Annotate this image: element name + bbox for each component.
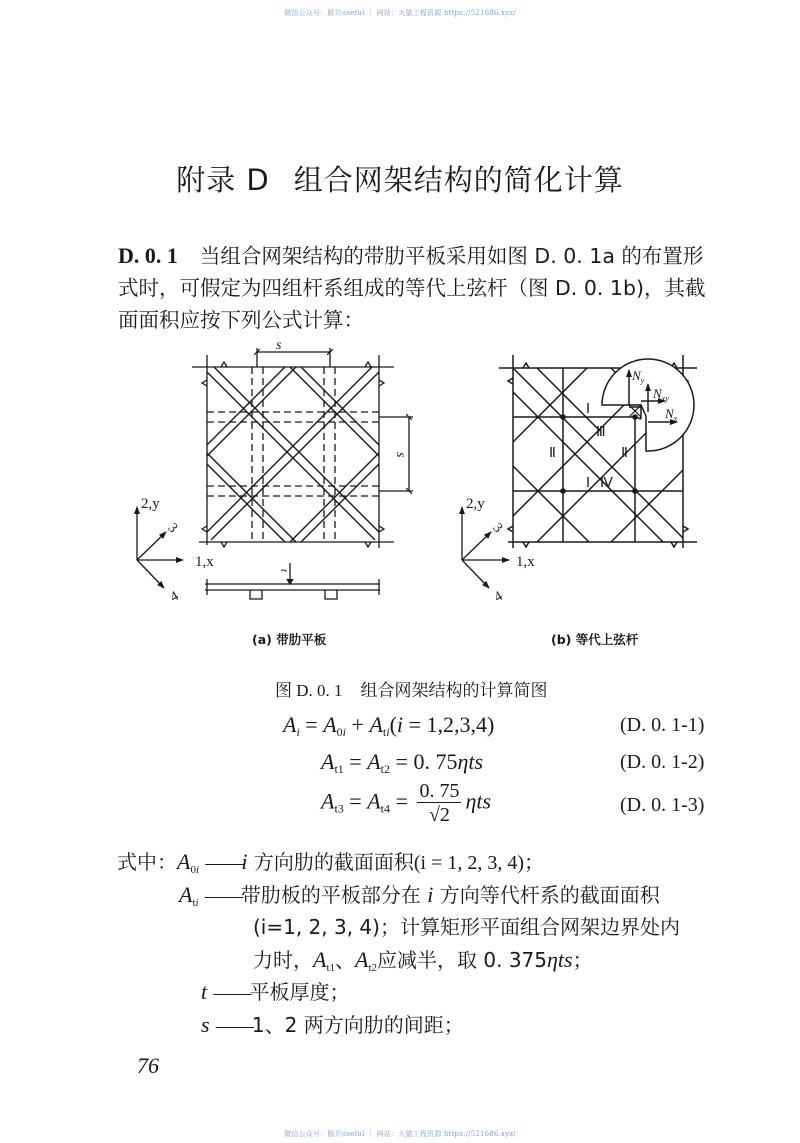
fraction-numerator: 0. 75 xyxy=(419,780,460,802)
axis-b-x: 1,x xyxy=(516,554,535,570)
region-III: Ⅲ xyxy=(596,425,606,440)
axis-a-x: 1,x xyxy=(195,554,214,570)
appendix-title: 组合网架结构的简化计算 xyxy=(293,163,624,197)
watermark-top: 微信公众号：豚贝useful ｜ 网站：大猫工程资源 https://521686.xyz/ xyxy=(284,9,516,17)
fraction-denominator: √2 xyxy=(428,804,450,826)
variable-definitions xyxy=(117,846,680,1041)
definition-t: t ——平板厚度； xyxy=(201,979,350,1004)
axes-b xyxy=(462,507,509,588)
axis-b-3: 3 xyxy=(489,520,506,537)
equation-2-number: (D. 0. 1-2) xyxy=(620,751,705,773)
axis-b-y: 2,y xyxy=(466,496,485,512)
figure-a-label: (a) 带肋平板 xyxy=(252,632,327,647)
clause-line-3: 面面积应按下列公式计算： xyxy=(118,308,364,332)
definitions-lead: 式中： xyxy=(117,850,177,874)
region-I-top: Ⅰ xyxy=(586,402,591,417)
appendix-label: 附录 D xyxy=(176,163,270,197)
equation-3: $A_{t3} = A_{t4}$ = $\frac{0. 75}{√2}$ ηts xyxy=(321,780,492,826)
axes-a xyxy=(137,507,183,588)
figure-caption-text: 组合网架结构的计算简图 xyxy=(360,681,548,701)
equation-2-coef: 0. 75 xyxy=(413,749,458,774)
region-I-bottom: Ⅰ xyxy=(586,476,591,491)
axis-a-3: 3 xyxy=(164,520,181,537)
region-IV: Ⅳ xyxy=(600,476,613,491)
clause-number: D. 0. 1 xyxy=(118,243,178,268)
page-number: 76 xyxy=(137,1053,159,1078)
definition-a0i: 式中：$A_{0i}$ ——i 方向肋的截面面积(i = 1, 2, 3, 4)； xyxy=(117,849,545,876)
force-nx: $N_x$ xyxy=(665,406,678,423)
definition-ati-line3: 力时，$A_{t1}$、$A_{t2}$应减半，取 0. 375ηts； xyxy=(253,946,593,974)
axis-b-4: 4 xyxy=(491,588,506,606)
definition-s: s ——1、2 两方向肋的间距； xyxy=(201,1011,464,1037)
definition-ati-line2: (i=1, 2, 3, 4)；计算矩形平面组合网架边界处内 xyxy=(253,915,680,939)
dim-s-top: s xyxy=(276,338,282,353)
axis-a-y: 2,y xyxy=(141,496,160,512)
figure-b-label: (b) 等代上弦杆 xyxy=(551,632,639,647)
force-ny: $N_y$ xyxy=(632,368,645,385)
dim-t: t xyxy=(278,569,290,573)
axis-a-4: 4 xyxy=(167,588,182,606)
force-nxy: $N_{xy}$ xyxy=(653,386,669,403)
clause-line-2: 式时，可假定为四组杆系组成的等代上弦杆（图 D. 0. 1b)，其截 xyxy=(118,276,706,300)
diagram-ribbed-plate xyxy=(192,348,413,599)
clause-line-1: 当组合网架结构的带肋平板采用如图 D. 0. 1a 的布置形 xyxy=(199,244,704,268)
figure-caption-number: 图 D. 0. 1 xyxy=(275,681,343,700)
watermark-bottom: 微信公众号：豚贝useful ｜ 网站：大猫工程资源 https://521686.xyz/ xyxy=(284,1130,516,1138)
force-inset xyxy=(602,359,694,451)
equation-3-number: (D. 0. 1-3) xyxy=(620,794,705,816)
equation-3-fraction xyxy=(417,780,461,827)
region-II-right: Ⅱ xyxy=(621,446,628,461)
equation-1: $A_i = A_{0i} + A_{ti}(i = 1,2,3,4)$ xyxy=(283,712,495,739)
region-II-left: Ⅱ xyxy=(549,446,556,461)
figure-caption xyxy=(275,676,548,701)
equation-2: $A_{t1} = A_{t2} = 0$. 75ηts xyxy=(321,749,484,776)
dim-s-side: s xyxy=(393,452,408,458)
equation-1-number: (D. 0. 1-1) xyxy=(620,714,705,736)
definition-ati: $A_{ti}$ ——带肋板的平板部分在 i 方向等代杆系的截面面积 xyxy=(179,881,660,909)
